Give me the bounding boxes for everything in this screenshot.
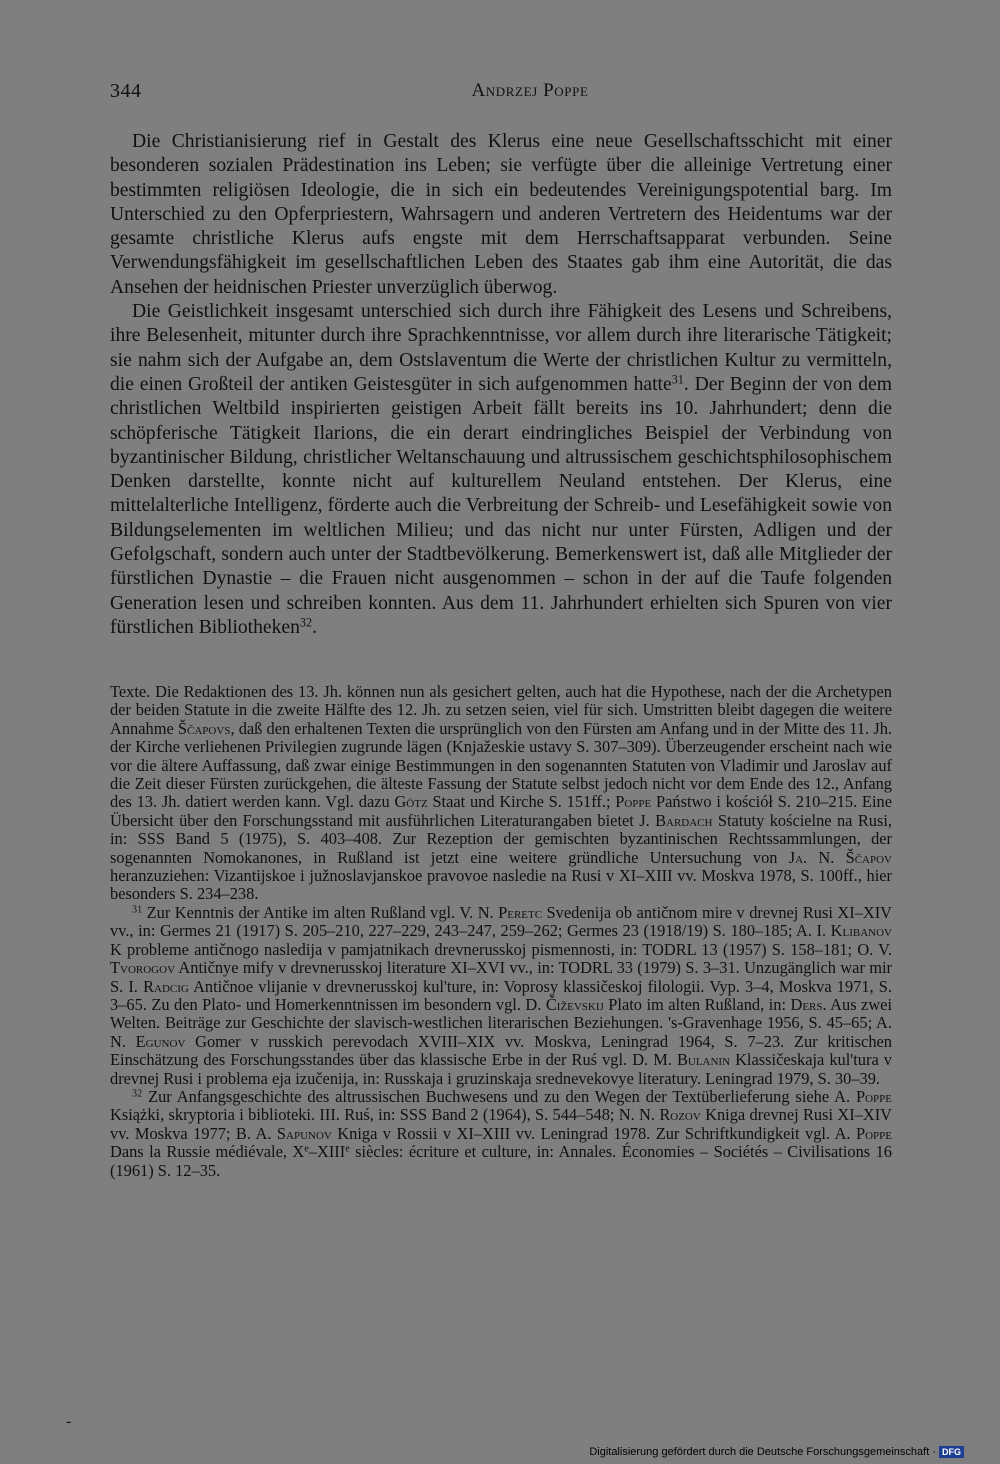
note-text: , daß den erhaltenen Texten die ursprünglich von den Fürsten am Anfang und in der Mitte des 11. Jh. der Kirche verliehenen Privilegien zugrunde lägen (Knjažeskie ustavy S. 307–309). Überzeugender erscheint nach wie vor die ältere Auffassung, daß zwar einige Bestimmungen in den sogenannten Statuten von Vladimir und Jaroslav auf die Zeit dieser Fürsten zurückgehen, die älteste Fassung der Statute selbst jedoch nicht vor dem Ende des 12., Anfang des 13. Jh. datiert werden kann. Vgl. dazu [110, 718, 893, 812]
footnote-number: 31 [132, 904, 143, 916]
author-name: Tvorogov [110, 958, 176, 978]
author-name: Bulanin [676, 1050, 731, 1070]
note-text: heranzuziehen: Vizantijskoe i južnoslavjanskoe pravovoe nasledie na Rusi v XI–XIII vv. Moskva 1978, S. 100ff., hier besonders S. 234–238. [110, 866, 892, 904]
author-name: Poppe [855, 1086, 892, 1106]
paragraph-2-text-b: . Der Beginn der von dem christlichen Weltbild inspirierten geistigen Arbeit fällt bereits ins 10. Jahrhundert; denn die schöpferische Tätigkeit Ilarions, die ein derart eindringliches Beispiel der Verbindung von byzantinischer Bildung, christlicher Weltanschauung und altrussischem geschichtsphilosophischem Denken darstellte, konnte nicht auf kulturellem Neuland entstehen. Der Klerus, eine mittelalterliche Intelligenz, förderte auch die Verbreitung der Schreib- und Lesefähigkeit sowie von Bildungselementen im weltlichen Milieu; und das nicht nur unter Fürsten, Adligen und der Gefolgschaft, sondern auch unter der Stadtbevölkerung. Bemerkenswert ist, daß alle Mitglieder der fürstlichen Dynastie – die Frauen nicht ausgenommen – schon in der auf die Taufe folgenden Generation lesen und schreiben konnten. Aus dem 11. Jahrhundert erhielten sich Spuren von vier fürstlichen Bibliotheken [110, 373, 892, 638]
superscript: e [304, 1143, 309, 1155]
note-text: Książki, skryptoria i biblioteki. III. Ruś, in: SSS Band 2 (1964), S. 544–548; N. N. [110, 1105, 660, 1125]
note-text: Klassičeskaja kul'tura v drevnej Rusi i problema eja izučenija, in: Russkaja i gruzinskaja srednevekovye literatury. Leningrad 1979, S. 30–39. [110, 1050, 892, 1088]
note-text: siècles: écriture et culture, in: Annales. Économies – Sociétés – Civilisations 16 (1961) S. 12–35. [110, 1142, 892, 1180]
footnote-continuation [110, 683, 892, 904]
author-name: Poppe [615, 792, 652, 812]
running-head-author: Andrzej Poppe [471, 80, 589, 101]
note-text: Zur Kenntnis der Antike im alten Rußland vgl. V. N. [142, 902, 499, 922]
note-text: Plato im alten Rußland, in: [603, 994, 791, 1014]
author-name: Poppe [855, 1123, 892, 1143]
author-name: Ders. [790, 994, 827, 1014]
author-name: Bardach [655, 810, 713, 830]
main-text [110, 130, 892, 640]
digitization-credit [589, 1446, 964, 1458]
superscript: e [345, 1143, 350, 1155]
note-text: Svedenija ob antičnom mire v drevnej Rusi XI–XIV vv., in: Germes 21 (1917) S. 205–210, 227–229, 243–247, 259–262; Germes 23 (1918/19) S. 180–185; A. I. [110, 902, 892, 941]
note-text: K probleme antičnogo nasledija v pamjatnikach drevnerusskoj pismennosti, in: TODRL 13 (1957) S. 158–181; O. V. [110, 939, 892, 959]
author-name: Ja. N. Ščapov [788, 847, 892, 867]
note-text: Państwo i kościół S. 210–215. Eine Übersicht über den Forschungsstand mit ausführlichen Literaturangaben bietet J. [110, 792, 892, 830]
note-text: Texte. Die Redaktionen des 13. Jh. können nun als gesichert gelten, auch hat die Hypothese, nach der die Archetypen der beiden Statute in die zweite Hälfte des 12. Jh. zu setzen seien, viel für sich. Umstritten bleibt dagegen die weitere Annahme [110, 682, 892, 738]
paragraph-2-text-a: Die Geistlichkeit insgesamt unterschied sich durch ihre Fähigkeit des Lesens und Schreibens, ihre Belesenheit, mitunter durch ihre Sprachkenntnisse, vor allem durch ihre literarische Tätigkeit; sie nahm sich der Aufgabe an, dem Ostslaventum die Werte der christlichen Kultur zu vermitteln, die einen Großteil der antiken Geistesgüter in sich aufgenommen hatte [110, 301, 892, 395]
note-text: Gomer v russkich perevodach XVIII–XIX vv. Moskva, Leningrad 1964, S. 7–23. Zur kritischen Einschätzung des Forschungsstandes über das klassische Erbe in der Ruś vgl. D. M. [110, 1031, 892, 1070]
author-name: Egunov [135, 1031, 186, 1051]
paragraph-2 [110, 300, 892, 640]
author-name: Peretc [498, 902, 543, 922]
footnotes [110, 683, 892, 1180]
dfg-logo: DFG [939, 1446, 964, 1458]
author-name: Sapunov [276, 1123, 332, 1143]
margin-mark: - [66, 1413, 72, 1430]
note-text: Antičnoe vlijanie v drevnerusskoj kul'ture, in: Voprosy klassičeskoj filologii. Vyp. 3–4, Moskva 1971, S. 3–65. Zu den Plato- und Homerkenntnissen im besondern vgl. D. [110, 976, 893, 1014]
paragraph-2-text-c: . [312, 616, 317, 638]
author-name: Rozov [659, 1105, 701, 1125]
note-text: –XIII [308, 1142, 346, 1162]
footnote-31 [110, 904, 892, 1088]
note-text: Kniga v Rossii v XI–XIII vv. Leningrad 1978. Zur Schriftkundigkeit vgl. A. [331, 1123, 856, 1143]
note-text: Statuty kościelne na Rusi, in: SSS Band 5 (1975), S. 403–408. Zur Rezeption der gemischten byzantinischen Rechtssammlungen, der sogenannten Nomokanones, in Rußland ist jetzt eine weitere gründliche Untersuchung von [110, 810, 892, 867]
credit-text: Digitalisierung gefördert durch die Deutsche Forschungsgemeinschaft · [589, 1445, 936, 1458]
author-name: Götz [394, 792, 428, 812]
note-text: Dans la Russie médiévale, X [110, 1142, 305, 1162]
footnote-ref-32[interactable]: 32 [299, 615, 313, 630]
page-number: 344 [110, 80, 142, 102]
note-text: Antičnye mify v drevnerusskoj literature XI–XVI vv., in: TODRL 33 (1979) S. 3–31. Unzugänglich war mir S. I. [110, 958, 892, 996]
author-name: Čiževskij [545, 994, 604, 1014]
author-name: Ščapovs [177, 718, 231, 738]
footnote-number: 32 [132, 1088, 143, 1100]
note-text: Aus zwei Welten. Beiträge zur Geschichte der slavisch-westlichen literarischen Beziehungen. 's-Gravenhage 1956, S. 45–65; A. N. [110, 994, 892, 1051]
note-text: Staat und Kirche S. 151ff.; [427, 792, 616, 812]
footnote-ref-31[interactable]: 31 [671, 372, 684, 387]
note-text: Zur Anfangsgeschichte des altrussischen Buchwesens und zu den Wegen der Textüberlieferung siehe A. [142, 1086, 856, 1106]
footnote-32 [110, 1088, 892, 1180]
note-text: Kniga drevnej Rusi XI–XIV vv. Moskva 1977; B. A. [110, 1105, 893, 1143]
paragraph-1: Die Christianisierung rief in Gestalt des Klerus eine neue Gesellschaftsschicht mit einer besonderen sozialen Prädestination ins Leben; sie verfügte über die alleinige Vertretung einer bestimmten religiösen Ideologie, die in sich ein bedeutendes Vereinigungspotential barg. Im Unterschied zu den Opferpriestern, Wahrsagern und anderen Vertretern des Heidentums war der gesamte christliche Klerus aufs engste mit dem Herrschaftsapparat verbunden. Seine Verwendungsfähigkeit im gesellschaftlichen Leben des Staates gab ihm eine Autorität, die das Ansehen der heidnischen Priester unverzüglich überwog. [110, 131, 892, 298]
author-name: Radcig [143, 976, 189, 996]
author-name: Klibanov [830, 921, 892, 941]
